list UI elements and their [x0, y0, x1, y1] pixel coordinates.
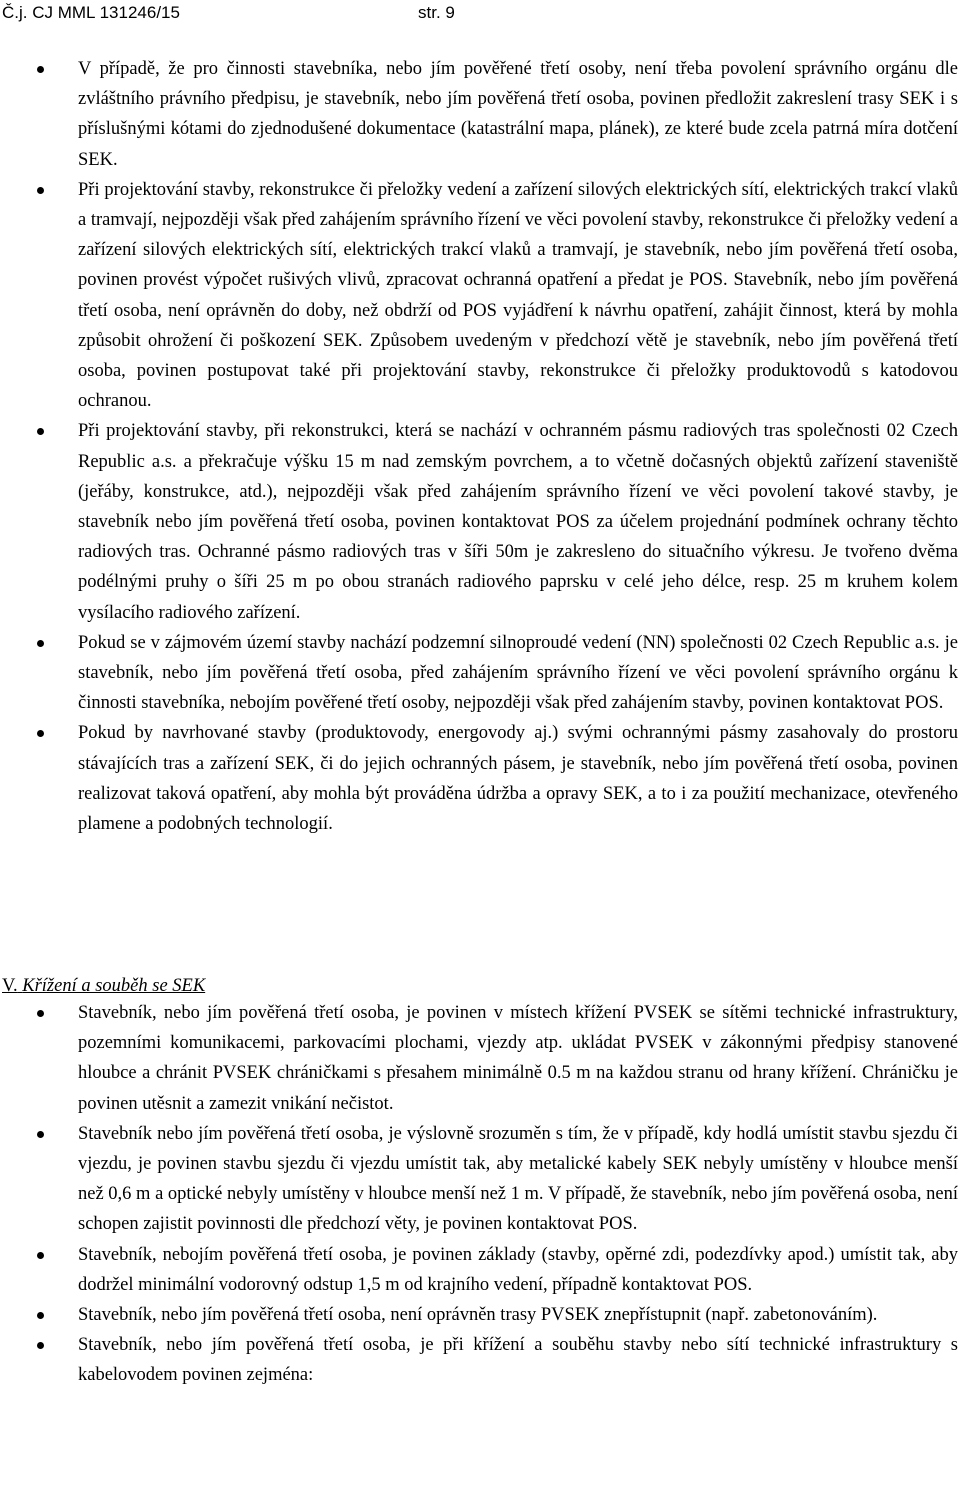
section-title: Křížení a souběh se SEK — [22, 976, 206, 996]
bullet-icon — [37, 730, 44, 737]
list-item — [0, 175, 960, 417]
list-item — [0, 628, 960, 719]
section-heading — [2, 971, 205, 1001]
bullet-icon — [37, 66, 44, 73]
list-item — [0, 998, 960, 1119]
list-item-text: Stavebník nebo jím pověřená třetí osoba, je výslovně srozuměn s tím, že v případě, kdy hodlá umístit stavbu sjezdu či vjezdu, je povinen stavbu sjezdu či vjezdu umístit tak, aby metalické kabely SEK nebyly umístěny v hloubce menší než 0,6 m a optické nebyly umístěny v hloubce menší než 1 m. V případě, že stavebník, nebo jím pověřená osoba, není schopen zajistit povinnosti dle předchozí věty, je povinen kontaktovat POS. — [78, 1123, 958, 1235]
list-item-text: Při projektování stavby, rekonstrukce či přeložky vedení a zařízení silových elektrických sítí, elektrických trakcí vlaků a tramvají, nejpozději však před zahájením správního řízení ve věci povolení stavby, rekonstrukce či přeložky vedení a zařízení silových elektrických sítí, elektrických trakcí vlaků a tramvají, je stavebník, nebo jím pověřená třetí osoba, povinen provést výpočet rušivých vlivů, zpracovat ochranná opatření a předat je POS. Stavebník, nebo jím pověřená třetí osoba, není oprávněn do doby, než obdrží od POS vyjádření k návrhu opatření, zahájit činnost, která by mohla způsobit ohrožení či poškození SEK. Způsobem uvedeným v předchozí větě je stavebník, nebo jím pověřená třetí osoba, povinen postupovat také při projektování stavby, rekonstrukce či přeložky produktovodů s katodovou ochranou. — [78, 179, 958, 412]
bullet-icon — [37, 187, 44, 194]
bullet-icon — [37, 1252, 44, 1259]
bullet-icon — [37, 1312, 44, 1319]
bullet-icon — [37, 1010, 44, 1017]
list-item — [0, 1119, 960, 1240]
list-item-text: V případě, že pro činnosti stavebníka, nebo jím pověřené třetí osoby, není třeba povolení správního orgánu dle zvláštního právního předpisu, je stavebník, nebo jím pověřená třetí osoba, povinen předložit zakreslení trasy SEK i s příslušnými kótami do zjednodušené dokumentace (katastrální mapa, plánek), ze které bude zcela patrná míra dotčení SEK. — [78, 59, 958, 170]
reference-number: Č.j. CJ MML 131246/15 — [2, 3, 180, 22]
list-item-text: Stavebník, nebo jím pověřená třetí osoba, je při křížení a souběhu stavby nebo sítí technické infrastruktury s kabelovodem povinen zejména: — [78, 1335, 958, 1386]
requirements-list-top — [0, 54, 960, 839]
list-item-text: Stavebník, nebo jím pověřená třetí osoba, je povinen v místech křížení PVSEK se sítěmi technické infrastruktury, pozemními komunikacemi, parkovacími plochami, vjezdy atp. ukládat PVSEK v zákonnými předpisy stanovené hloubce a chránit PVSEK chráničkami s přesahem minimálně 0.5 m na každou stranu od hrany křížení. Chráničku je povinen utěsnit a zamezit vnikání nečistot. — [78, 1003, 958, 1114]
list-item — [0, 1300, 960, 1330]
list-item — [0, 54, 960, 175]
bullet-icon — [37, 640, 44, 647]
list-item-text: Při projektování stavby, při rekonstrukci, která se nachází v ochranném pásmu radiových tras společnosti 02 Czech Republic a.s. a překračuje výšku 15 m nad zemským povrchem, a to včetně dočasných objektů zařízení staveniště (jeřáby, konstrukce, atd.), nejpozději však před zahájením správního řízení ve věci povolení takové stavby, je stavebník nebo jím pověřená třetí osoba, povinen kontaktovat POS za účelem projednání podmínek ochrany těchto radiových tras. Ochranné pásmo radiových tras v šíři 50m je zakresleno do situačního výkresu. Je tvořeno dvěma podélnými pruhy o šíři 25 m po obou stranách radiového paprsku v celé jeho délce, resp. 25 m kruhem kolem vysílacího radiového zařízení. — [78, 421, 958, 623]
page-header — [0, 2, 960, 24]
requirements-list-bottom — [0, 998, 960, 1391]
list-item — [0, 416, 960, 627]
section-number: V. — [2, 976, 18, 996]
list-item — [0, 1240, 960, 1300]
list-item — [0, 718, 960, 839]
bullet-icon — [37, 1131, 44, 1138]
list-item-text: Stavebník, nebojím pověřená třetí osoba, je povinen základy (stavby, opěrné zdi, podezdívky apod.) umístit tak, aby dodržel minimální vodorovný odstup 1,5 m od krajního vedení, případně kontaktovat POS. — [78, 1244, 958, 1295]
page-number: str. 9 — [418, 3, 455, 22]
list-item-text: Pokud se v zájmovém území stavby nachází podzemní silnoproudé vedení (NN) společnosti 02 Czech Republic a.s. je stavebník, nebo jím pověřená třetí osoba, před zahájením správního řízení ve věci povolení správního orgánu k činnosti stavebníka, nebojím pověřené třetí osoby, nejpozději však před zahájením stavby, povinen kontaktovat POS. — [78, 632, 958, 714]
list-item-text: Pokud by navrhované stavby (produktovody, energovody aj.) svými ochrannými pásmy zasahovaly do prostoru stávajících tras a zařízení SEK, či do jejich ochranných pásem, je stavebník, nebo jím pověřená třetí osoba, povinen realizovat taková opatření, aby mohla být prováděna údržba a opravy SEK, a to i za použití mechanizace, otevřeného plamene a podobných technologií. — [78, 723, 958, 835]
list-item — [0, 1330, 960, 1390]
list-item-text: Stavebník, nebo jím pověřená třetí osoba, není oprávněn trasy PVSEK znepřístupnit (např. zabetonováním). — [78, 1305, 878, 1326]
bullet-icon — [37, 428, 44, 435]
bullet-icon — [37, 1342, 44, 1349]
